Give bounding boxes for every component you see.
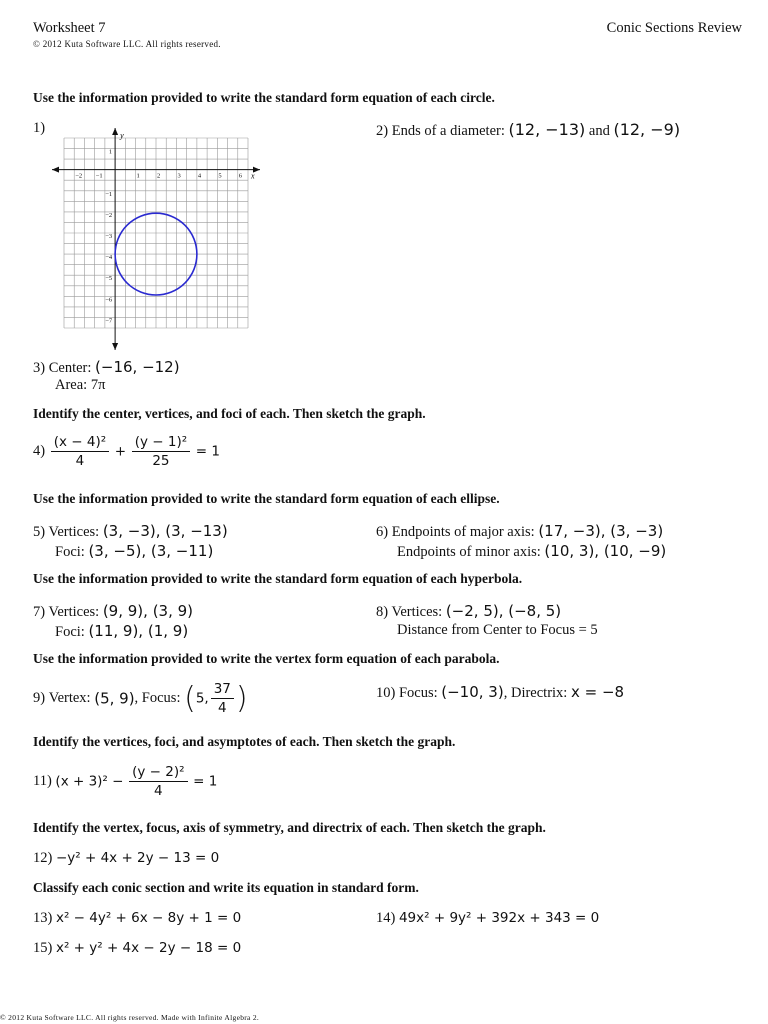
problem-6-line-2 xyxy=(397,542,666,561)
problem-7-line-1 xyxy=(33,602,193,621)
worksheet-title: Worksheet 7 xyxy=(33,20,106,36)
x-tick-label: 1 xyxy=(136,172,140,180)
problem-9-paren-left: ( xyxy=(184,681,196,716)
problem-3-center-value: (−16, −12) xyxy=(95,358,180,376)
problem-9-focus-numerator: 37 xyxy=(211,681,234,699)
y-tick-label: −3 xyxy=(105,233,113,240)
problem-7-foci-label: Foci: xyxy=(55,624,89,640)
x-tick-label: 5 xyxy=(218,172,222,180)
problem-7-line-2 xyxy=(55,622,188,641)
problem-5-line-2 xyxy=(55,542,213,561)
y-tick-label: −6 xyxy=(105,296,113,304)
instruction-ellipse-sketch: Identify the center, vertices, and foci of each. Then sketch the graph. xyxy=(33,406,426,421)
problem-4-denominator-1: 4 xyxy=(75,453,85,469)
graph-grid xyxy=(64,138,248,328)
problem-6-line-1 xyxy=(376,522,663,541)
problem-2-label: Ends of a diameter: xyxy=(391,123,509,139)
problem-3-center-label: Center: xyxy=(48,360,96,376)
y-tick-label: −4 xyxy=(105,254,113,262)
problem-6-minor-value: (10, 3), (10, −9) xyxy=(544,542,667,560)
problem-9-vertex-value: (5, 9) xyxy=(94,689,135,708)
problem-4-numerator-1: (x − 4)² xyxy=(51,434,109,452)
problem-9-focus-label: , Focus: xyxy=(134,690,185,706)
problem-11 xyxy=(33,764,217,799)
problem-5-number: 5) xyxy=(33,524,46,540)
x-tick-label: 3 xyxy=(177,172,181,180)
y-tick-label: −2 xyxy=(105,211,113,219)
problem-5-foci-value: (3, −5), (3, −11) xyxy=(88,542,214,560)
problem-2-point-a: (12, −13) xyxy=(508,120,586,139)
problem-14 xyxy=(376,910,599,927)
problem-3-number: 3) xyxy=(33,360,46,376)
problem-7-foci-value: (11, 9), (1, 9) xyxy=(88,622,189,640)
problem-11-equals: = 1 xyxy=(193,773,218,790)
problem-15-equation: x² + y² + 4x − 2y − 18 = 0 xyxy=(55,940,242,956)
problem-7-vertices-label: Vertices: xyxy=(48,604,103,620)
worksheet-subject: Conic Sections Review xyxy=(606,20,742,36)
x-tick-label: −1 xyxy=(95,172,103,180)
problem-14-equation: 49x² + 9y² + 392x + 343 = 0 xyxy=(398,910,600,926)
problem-10-number: 10) xyxy=(376,685,396,701)
problem-10-directrix-value: x = −8 xyxy=(570,683,625,701)
instruction-hyperbolas: Use the information provided to write the standard form equation of each hyperbola. xyxy=(33,571,523,586)
problem-2-number: 2) xyxy=(376,123,389,139)
problem-2 xyxy=(376,120,680,140)
instruction-classify: Classify each conic section and write its equation in standard form. xyxy=(33,880,419,895)
instruction-parabolas: Use the information provided to write the vertex form equation of each parabola. xyxy=(33,651,500,666)
problem-5-vertices-label: Vertices: xyxy=(48,524,103,540)
y-tick-label: −5 xyxy=(105,275,113,283)
problem-6-number: 6) xyxy=(376,524,389,540)
y-axis-arrow-down xyxy=(112,343,118,350)
x-tick-label: 2 xyxy=(157,172,161,180)
problem-5-vertices-value: (3, −3), (3, −13) xyxy=(102,522,228,540)
problem-6-major-label: Endpoints of major axis: xyxy=(391,524,539,540)
problem-9-focus-denominator: 4 xyxy=(218,700,227,716)
problem-11-first-term: (x + 3)² − xyxy=(55,773,124,790)
problem-9-paren-right: ) xyxy=(235,681,248,716)
y-axis-arrow-up xyxy=(112,128,118,135)
problem-5-foci-label: Foci: xyxy=(55,544,89,560)
instruction-circles: Use the information provided to write the standard form equation of each circle. xyxy=(33,90,495,105)
problem-1-graph xyxy=(48,126,268,354)
problem-10 xyxy=(376,683,624,702)
problem-11-numerator: (y − 2)² xyxy=(129,764,187,782)
graph-tick-labels xyxy=(75,131,255,324)
problem-4-fraction-2 xyxy=(132,434,190,469)
y-tick-label: 1 xyxy=(108,148,113,156)
x-axis-arrow-left xyxy=(52,167,59,173)
problem-13-number: 13) xyxy=(33,910,53,926)
problem-10-directrix-label: , Directrix: xyxy=(503,685,571,701)
problem-8-vertices-value: (−2, 5), (−8, 5) xyxy=(445,602,562,620)
problem-10-focus-value: (−10, 3) xyxy=(441,683,504,701)
instruction-ellipses: Use the information provided to write the standard form equation of each ellipse. xyxy=(33,491,500,506)
problem-9-focus-fraction xyxy=(211,681,234,716)
x-axis-label: x xyxy=(251,171,255,181)
problem-9-vertex-label: Vertex: xyxy=(48,690,95,706)
problem-8-line-1 xyxy=(376,602,561,621)
x-tick-label: 6 xyxy=(238,172,243,180)
problem-7-number: 7) xyxy=(33,604,46,620)
page-footer: © 2012 Kuta Software LLC. All rights reserved. Made with Infinite Algebra 2. xyxy=(0,1013,260,1022)
problem-11-denominator: 4 xyxy=(153,783,163,799)
problem-9-number: 9) xyxy=(33,690,46,706)
instruction-hyperbola-sketch: Identify the vertices, foci, and asymptotes of each. Then sketch the graph. xyxy=(33,734,456,749)
problem-12-number: 12) xyxy=(33,850,53,866)
problem-1-number: 1) xyxy=(33,120,46,136)
problem-4 xyxy=(33,434,220,469)
y-tick-label: −7 xyxy=(105,317,113,325)
problem-2-point-b: (12, −9) xyxy=(613,120,681,139)
problem-3-line-1 xyxy=(33,358,180,377)
problem-11-fraction xyxy=(129,764,187,799)
problem-4-equals: = 1 xyxy=(195,443,220,460)
y-axis-label: y xyxy=(120,131,124,140)
problem-4-fraction-1 xyxy=(51,434,109,469)
problem-3-area: Area: 7π xyxy=(55,377,106,393)
problem-6-minor-label: Endpoints of minor axis: xyxy=(397,544,545,560)
problem-4-plus: + xyxy=(114,443,127,460)
instruction-parabola-sketch: Identify the vertex, focus, axis of symmetry, and directrix of each. Then sketch the graph. xyxy=(33,820,546,835)
problem-10-focus-label: Focus: xyxy=(398,685,442,701)
problem-4-number: 4) xyxy=(33,443,46,459)
problem-13 xyxy=(33,910,241,927)
problem-14-number: 14) xyxy=(376,910,396,926)
copyright-notice: © 2012 Kuta Software LLC. All rights reserved. xyxy=(33,39,221,49)
problem-9-focus-x: 5, xyxy=(195,690,209,707)
problem-6-major-value: (17, −3), (3, −3) xyxy=(538,522,664,540)
problem-4-denominator-2: 25 xyxy=(152,453,170,469)
problem-15 xyxy=(33,940,241,957)
y-tick-label: −1 xyxy=(105,190,113,198)
problem-12 xyxy=(33,850,219,867)
problem-11-number: 11) xyxy=(33,773,52,789)
problem-15-number: 15) xyxy=(33,940,53,956)
problem-4-numerator-2: (y − 1)² xyxy=(132,434,190,452)
problem-8-vertices-label: Vertices: xyxy=(391,604,446,620)
problem-8-number: 8) xyxy=(376,604,389,620)
problem-2-and: and xyxy=(585,123,614,139)
problem-5-line-1 xyxy=(33,522,228,541)
problem-8-distance: Distance from Center to Focus = 5 xyxy=(397,622,598,638)
problem-9 xyxy=(33,681,248,716)
x-tick-label: −2 xyxy=(75,172,83,180)
problem-7-vertices-value: (9, 9), (3, 9) xyxy=(102,602,194,620)
problem-13-equation: x² − 4y² + 6x − 8y + 1 = 0 xyxy=(55,910,242,926)
problem-12-equation: −y² + 4x + 2y − 13 = 0 xyxy=(55,850,220,866)
x-tick-label: 4 xyxy=(197,172,202,180)
